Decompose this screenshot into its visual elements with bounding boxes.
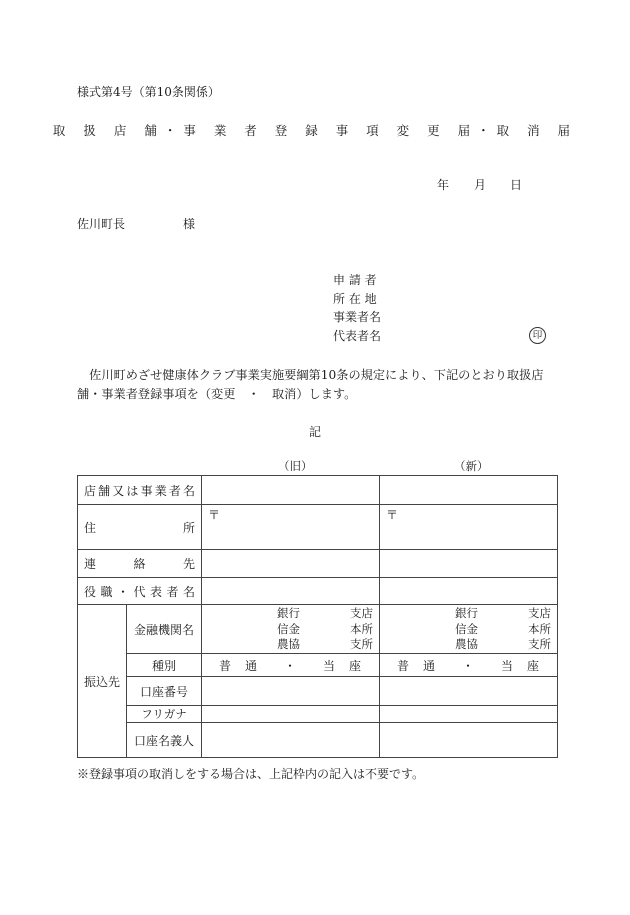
branch-type-office: 支所 xyxy=(528,637,552,651)
body-paragraph: 佐川町めざせ健康体クラブ事業実施要綱第10条の規定により、下記のとおり取扱店舗・事業者登録事項を（変更 ・ 取消）します。 xyxy=(77,368,544,401)
store-name-old-field[interactable] xyxy=(202,476,380,505)
bank-type-bank: 銀行 xyxy=(277,606,301,620)
store-name-new-field[interactable] xyxy=(380,476,558,505)
transfer-label: 振込先 xyxy=(78,605,127,758)
registration-table xyxy=(77,475,558,758)
bank-type-nokyo: 農協 xyxy=(455,637,479,651)
officer-label: 役 職 ・ 代 表 者 名 xyxy=(78,578,202,605)
account-kind-options: 普 通 ・ 当 座 xyxy=(397,658,541,673)
furigana-old-field[interactable] xyxy=(202,706,380,723)
applicant-business-name-label: 事業者名 xyxy=(333,310,382,324)
account-kind-old-field[interactable] xyxy=(202,654,380,677)
table-row xyxy=(78,706,558,723)
furigana-label: フリガナ xyxy=(127,706,202,723)
account-kind-options: 普 通 ・ 当 座 xyxy=(219,658,363,673)
form-number: 様式第4号（第10条関係） xyxy=(77,85,220,99)
addressee-honorific: 様 xyxy=(183,217,196,231)
table-row xyxy=(78,677,558,706)
bank-type-bank: 銀行 xyxy=(455,606,479,620)
ki-heading: 記 xyxy=(308,425,321,439)
officer-new-field[interactable] xyxy=(380,578,558,605)
addressee-name: 佐川町長 xyxy=(77,217,126,231)
bank-type-shinkin: 信金 xyxy=(277,621,301,636)
table-row xyxy=(78,654,558,677)
table-row xyxy=(78,505,558,550)
applicant-block xyxy=(333,273,381,347)
account-kind-label: 種別 xyxy=(127,654,202,677)
bank-old-field[interactable] xyxy=(202,605,380,654)
officer-old-field[interactable] xyxy=(202,578,380,605)
date-day-label: 日 xyxy=(510,178,523,192)
bank-new-field[interactable] xyxy=(380,605,558,654)
branch-type-branch: 支店 xyxy=(350,606,374,620)
addressee xyxy=(77,217,196,233)
account-number-old-field[interactable] xyxy=(202,677,380,706)
account-number-label: 口座番号 xyxy=(127,677,202,706)
branch-type-head: 本所 xyxy=(350,621,374,636)
table-row xyxy=(78,476,558,505)
branch-type-branch: 支店 xyxy=(528,606,552,620)
postal-mark: 〒 xyxy=(208,508,221,522)
footnote: ※登録事項の取消しをする場合は、上記枠内の記入は不要です。 xyxy=(77,767,425,781)
table-row xyxy=(78,605,558,654)
furigana-new-field[interactable] xyxy=(380,706,558,723)
applicant-label: 申 請 者 xyxy=(333,273,377,287)
seal-mark: 印 xyxy=(529,327,546,344)
address-label: 住 所 xyxy=(78,505,202,550)
bank-type-shinkin: 信金 xyxy=(455,621,479,636)
column-new-header: （新） xyxy=(454,459,489,473)
applicant-address-label: 所 在 地 xyxy=(333,291,377,306)
contact-old-field[interactable] xyxy=(202,550,380,578)
table-row xyxy=(78,578,558,605)
contact-label: 連 絡 先 xyxy=(78,550,202,578)
account-holder-old-field[interactable] xyxy=(202,723,380,758)
applicant-representative-label: 代表者名 xyxy=(333,328,382,343)
date-month-label: 月 xyxy=(474,178,487,192)
table-row xyxy=(78,550,558,578)
branch-type-office: 支所 xyxy=(350,637,374,651)
account-number-new-field[interactable] xyxy=(380,677,558,706)
account-kind-new-field[interactable] xyxy=(380,654,558,677)
table-row xyxy=(78,723,558,758)
branch-type-head: 本所 xyxy=(528,621,552,636)
account-holder-label: 口座名義人 xyxy=(127,723,202,758)
bank-type-nokyo: 農協 xyxy=(277,637,301,651)
column-old-header: （旧） xyxy=(278,459,313,473)
store-name-label: 店舗又は事業者名 xyxy=(78,476,202,505)
date-year-label: 年 xyxy=(437,178,450,192)
contact-new-field[interactable] xyxy=(380,550,558,578)
address-old-field[interactable] xyxy=(202,505,380,550)
postal-mark: 〒 xyxy=(386,508,399,522)
form-title: 取 扱 店 舗・事 業 者 登 録 事 項 変 更 届・取 消 届 xyxy=(52,123,578,138)
address-new-field[interactable] xyxy=(380,505,558,550)
account-holder-new-field[interactable] xyxy=(380,723,558,758)
bank-label: 金融機関名 xyxy=(127,605,202,654)
